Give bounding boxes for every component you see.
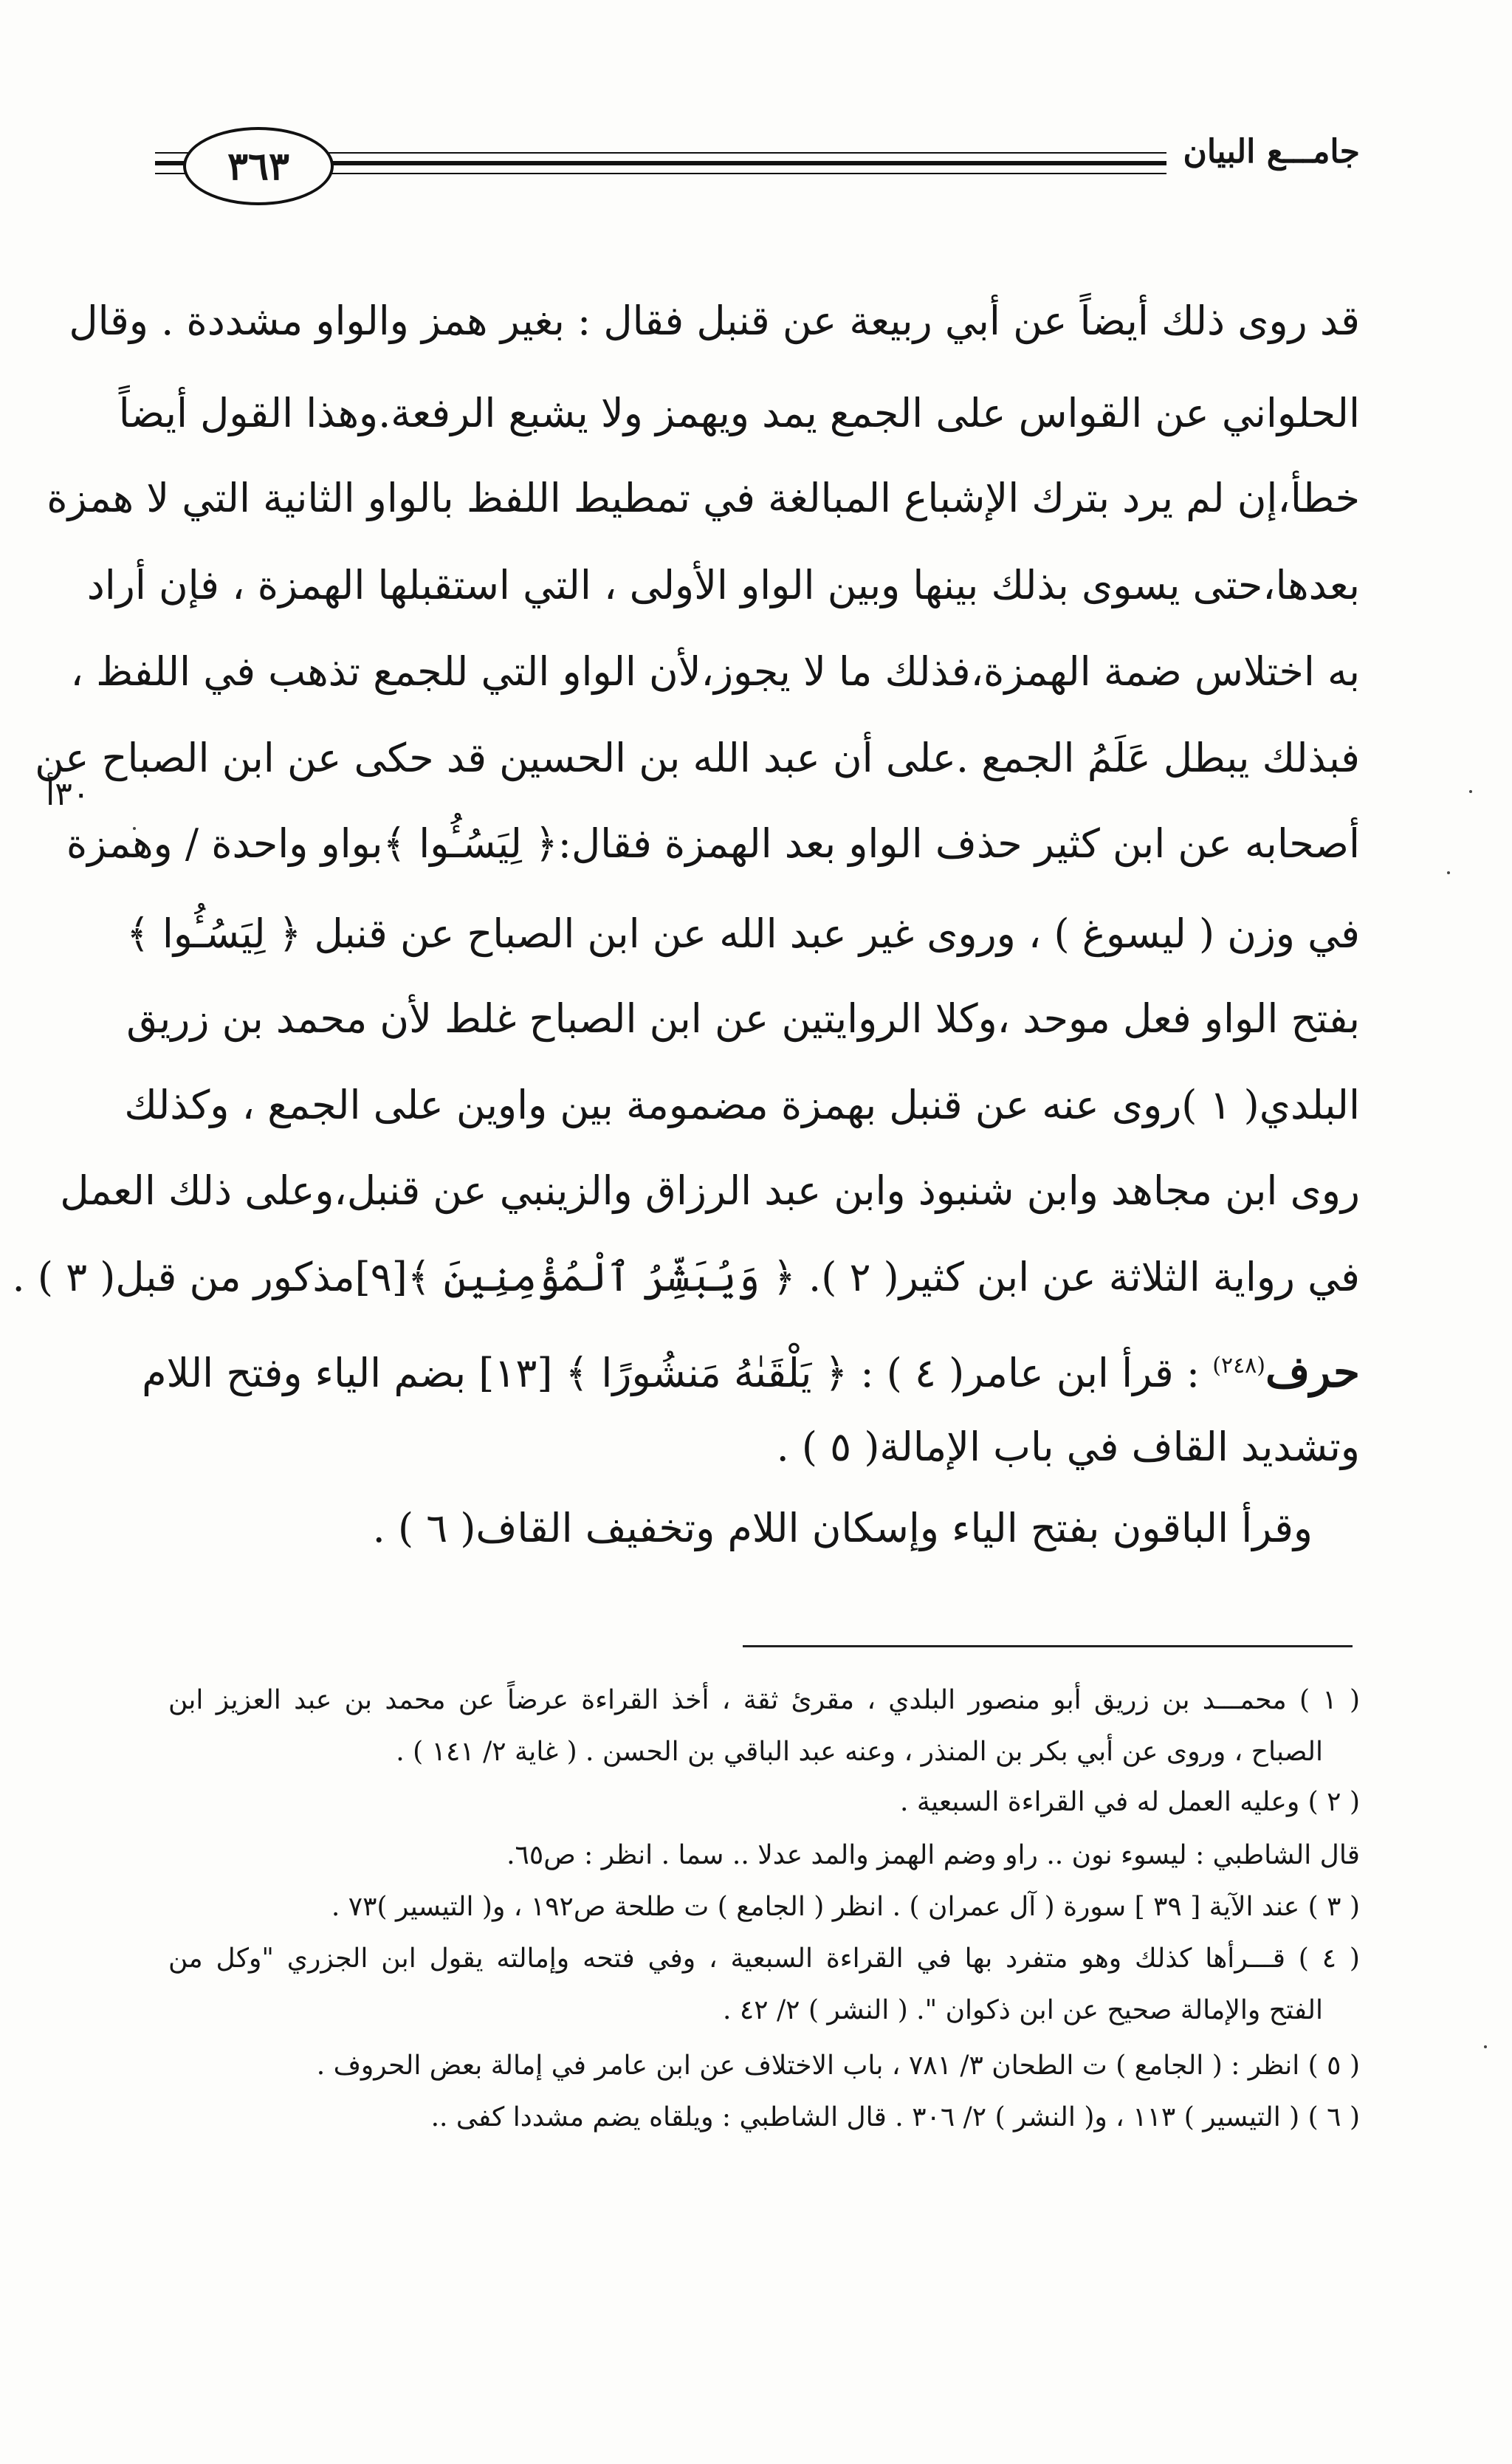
body-line: خطأ،إن لم يرد بترك الإشباع المبالغة في تمطيط اللفظ بالواو الثانية التي لا همزة (47, 475, 1360, 521)
harf-word: حرف (1265, 1347, 1360, 1397)
footnote-line: ( ٦ ) ( التيسير ) ١١٣ ، و( النشر ) ٢/ ٣٠٦ . قال الشاطبي : ويلقاه يضم مشددا كفى .. (430, 2102, 1360, 2132)
body-line: روى ابن مجاهد وابن شنبوذ وابن عبد الرزاق والزينبي عن قنبل،وعلى ذلك العمل (60, 1167, 1360, 1214)
body-line: بفتح الواو فعل موحد ،وكلا الروايتين عن ابن الصباح غلط لأن محمد بن زريق (126, 995, 1360, 1042)
body-line: قد روى ذلك أيضاً عن أبي ربيعة عن قنبل فقال : بغير همز والواو مشددة . وقال (69, 298, 1360, 344)
footnote-line: الفتح والإمالة صحيح عن ابن ذكوان ". ( النشر ) ٢/ ٤٢ . (723, 1995, 1323, 2025)
scan-speck (1484, 2045, 1487, 2048)
footnote-line: ( ٥ ) انظر : ( الجامع ) ت الطحان ٣/ ٧٨١ ، باب الاختلاف عن ابن عامر في إمالة بعض الحروف . (316, 2051, 1360, 2081)
footnote-line: ( ١ ) محمـــد بن زريق أبو منصور البلدي ، مقرئ ثقة ، أخذ القراءة عرضاً عن محمد بن عبد العزيز ابن (168, 1685, 1360, 1715)
harf-number: (٢٤٨) (1212, 1353, 1266, 1379)
footnote-line: الصباح ، وروى عن أبي بكر بن المنذر ، وعنه عبد الباقي بن الحسن . ( غاية ٢/ ١٤١ ) . (396, 1737, 1323, 1767)
body-line: أصحابه عن ابن كثير حذف الواو بعد الهمزة فقال:﴿ لِيَسُـُٔوا ﴾بواو واحدة / وهمزة (66, 820, 1360, 867)
body-line: البلدي( ١ )روى عنه عن قنبل بهمزة مضمومة بين واوين على الجمع ، وكذلك (124, 1082, 1360, 1128)
harf-text: : قرأ ابن عامر( ٤ ) : ﴿ يَلْقَىٰهُ مَنشُورًا ﴾ [١٣] بضم الياء وفتح اللام (142, 1350, 1213, 1396)
footnote-line: ( ٢ ) وعليه العمل له في القراءة السبعية . (899, 1787, 1360, 1817)
page-number: ٣٦٣ (183, 127, 334, 205)
body-line: وقرأ الباقون بفتح الياء وإسكان اللام وتخفيف القاف( ٦ ) . (372, 1505, 1313, 1551)
body-line: فبذلك يبطل عَلَمُ الجمع .على أن عبد الله بن الحسين قد حكى عن ابن الصباح عن (35, 735, 1360, 781)
body-line: في رواية الثلاثة عن ابن كثير( ٢ ). ﴿ وَيُبَشِّرُ ٱلْمُؤْمِنِينَ ﴾[٩]مذكور من قبل( ٣ ) . (12, 1254, 1360, 1300)
body-line: في وزن ( ليسوغ ) ، وروى غير عبد الله عن ابن الصباح عن قنبل ﴿ لِيَسُـُٔوا ﴾ (126, 910, 1360, 957)
book-title: جامـــع البيان (1178, 133, 1367, 171)
scan-speck (1447, 871, 1450, 874)
footnote-line: ( ٣ ) عند الآية [ ٣٩ ] سورة ( آل عمران ) . انظر ( الجامع ) ت طلحة ص١٩٢ ، و( التيسير )٧٣ . (331, 1892, 1360, 1922)
scan-speck (1469, 790, 1472, 793)
body-line: وتشديد القاف في باب الإمالة( ٥ ) . (776, 1424, 1360, 1470)
harf-line (142, 1325, 1360, 1407)
body-line: به اختلاس ضمة الهمزة،فذلك ما لا يجوز،لأن الواو التي للجمع تذهب في اللفظ ، (70, 648, 1360, 695)
footnote-line: ( ٤ ) قـــرأها كذلك وهو متفرد بها في القراءة السبعية ، وفي فتحه وإمالته يقول ابن الجزري "وكل من (168, 1943, 1360, 1974)
footnote-separator (743, 1645, 1353, 1647)
margin-folio-note: ٣٠أ (46, 775, 90, 813)
footnote-line: قال الشاطبي : ليسوء نون .. راو وضم الهمز والمد عدلا .. سما . انظر : ص٦٥. (506, 1840, 1360, 1870)
body-line: الحلواني عن القواس على الجمع يمد ويهمز ولا يشبع الرفعة.وهذا القول أيضاً (118, 390, 1360, 436)
body-line: بعدها،حتى يسوى بذلك بينها وبين الواو الأولى ، التي استقبلها الهمزة ، فإن أراد (86, 562, 1360, 608)
